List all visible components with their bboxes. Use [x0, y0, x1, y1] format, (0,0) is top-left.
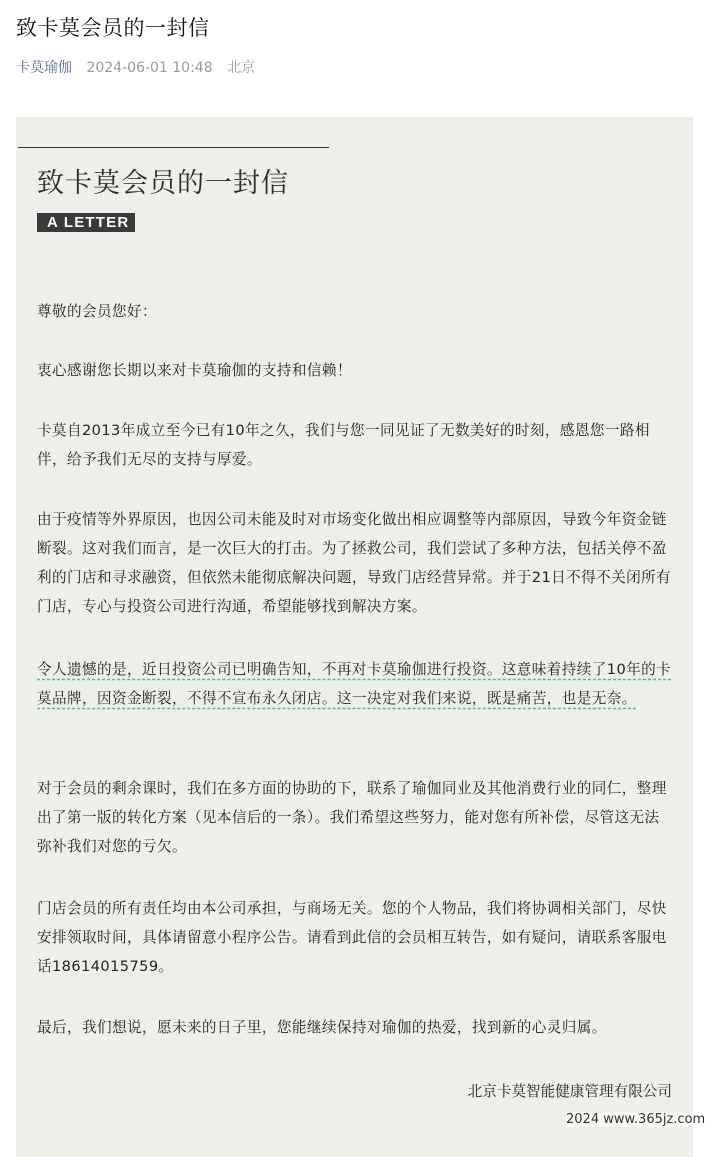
article-meta	[16, 57, 255, 77]
letter-tag: A LETTER	[37, 213, 135, 232]
paragraph-responsibility: 门店会员的所有责任均由本公司承担，与商场无关。您的个人物品，我们将协调相关部门，尽快安排领取时间，具体请留意小程序公告。请看到此信的会员相互转告，如有疑问，请联系客服电话18614015759。	[37, 900, 667, 975]
paragraph-member-hours: 对于会员的剩余课时，我们在多方面的协助的下，联系了瑜伽同业及其他消费行业的同仁，整理出了第一版的转化方案（见本信后的一条）。我们希望这些努力，能对您有所补偿，尽管这无法弥补我们对您的亏欠。	[37, 780, 667, 855]
paragraph-closing: 最后，我们想说，愿未来的日子里，您能继续保持对瑜伽的热爱，找到新的心灵归属。	[37, 1019, 607, 1036]
publish-date: 2024-06-01 10:48	[86, 60, 213, 76]
article-title: 致卡莫会员的一封信	[16, 16, 210, 40]
paragraph-history: 卡莫自2013年成立至今已有10年之久，我们与您一同见证了无数美好的时刻，感恩您一路相伴，给予我们无尽的支持与厚爱。	[37, 422, 650, 468]
paragraph-closure	[37, 655, 673, 713]
letter-card	[16, 117, 693, 1157]
letter-title: 致卡莫会员的一封信	[37, 168, 289, 199]
account-name-link[interactable]: 卡莫瑜伽	[16, 60, 72, 76]
signature: 北京卡莫智能健康管理有限公司	[467, 1083, 672, 1100]
publish-location: 北京	[227, 60, 256, 76]
watermark: 2024 www.365jz.com	[566, 1112, 706, 1127]
greeting: 尊敬的会员您好：	[37, 303, 157, 320]
paragraph-thanks: 衷心感谢您长期以来对卡莫瑜伽的支持和信赖！	[37, 362, 352, 379]
paragraph-reasons: 由于疫情等外界原因，也因公司未能及时对市场变化做出相应调整等内部原因，导致今年资金链断裂。这对我们而言，是一次巨大的打击。为了拯救公司，我们尝试了多种方法，包括关停不盈利的门店和寻求融资，但依然未能彻底解决问题，导致门店经营异常。并于21日不得不关闭所有门店，专心与投资公司进行沟通，希望能够找到解决方案。	[37, 511, 672, 615]
title-divider	[18, 147, 329, 148]
highlighted-text[interactable]: 令人遗憾的是，近日投资公司已明确告知，不再对卡莫瑜伽进行投资。这意味着持续了10年的卡莫品牌，因资金断裂，不得不宣布永久闭店。这一决定对我们来说，既是痛苦，也是无奈。	[37, 661, 672, 707]
